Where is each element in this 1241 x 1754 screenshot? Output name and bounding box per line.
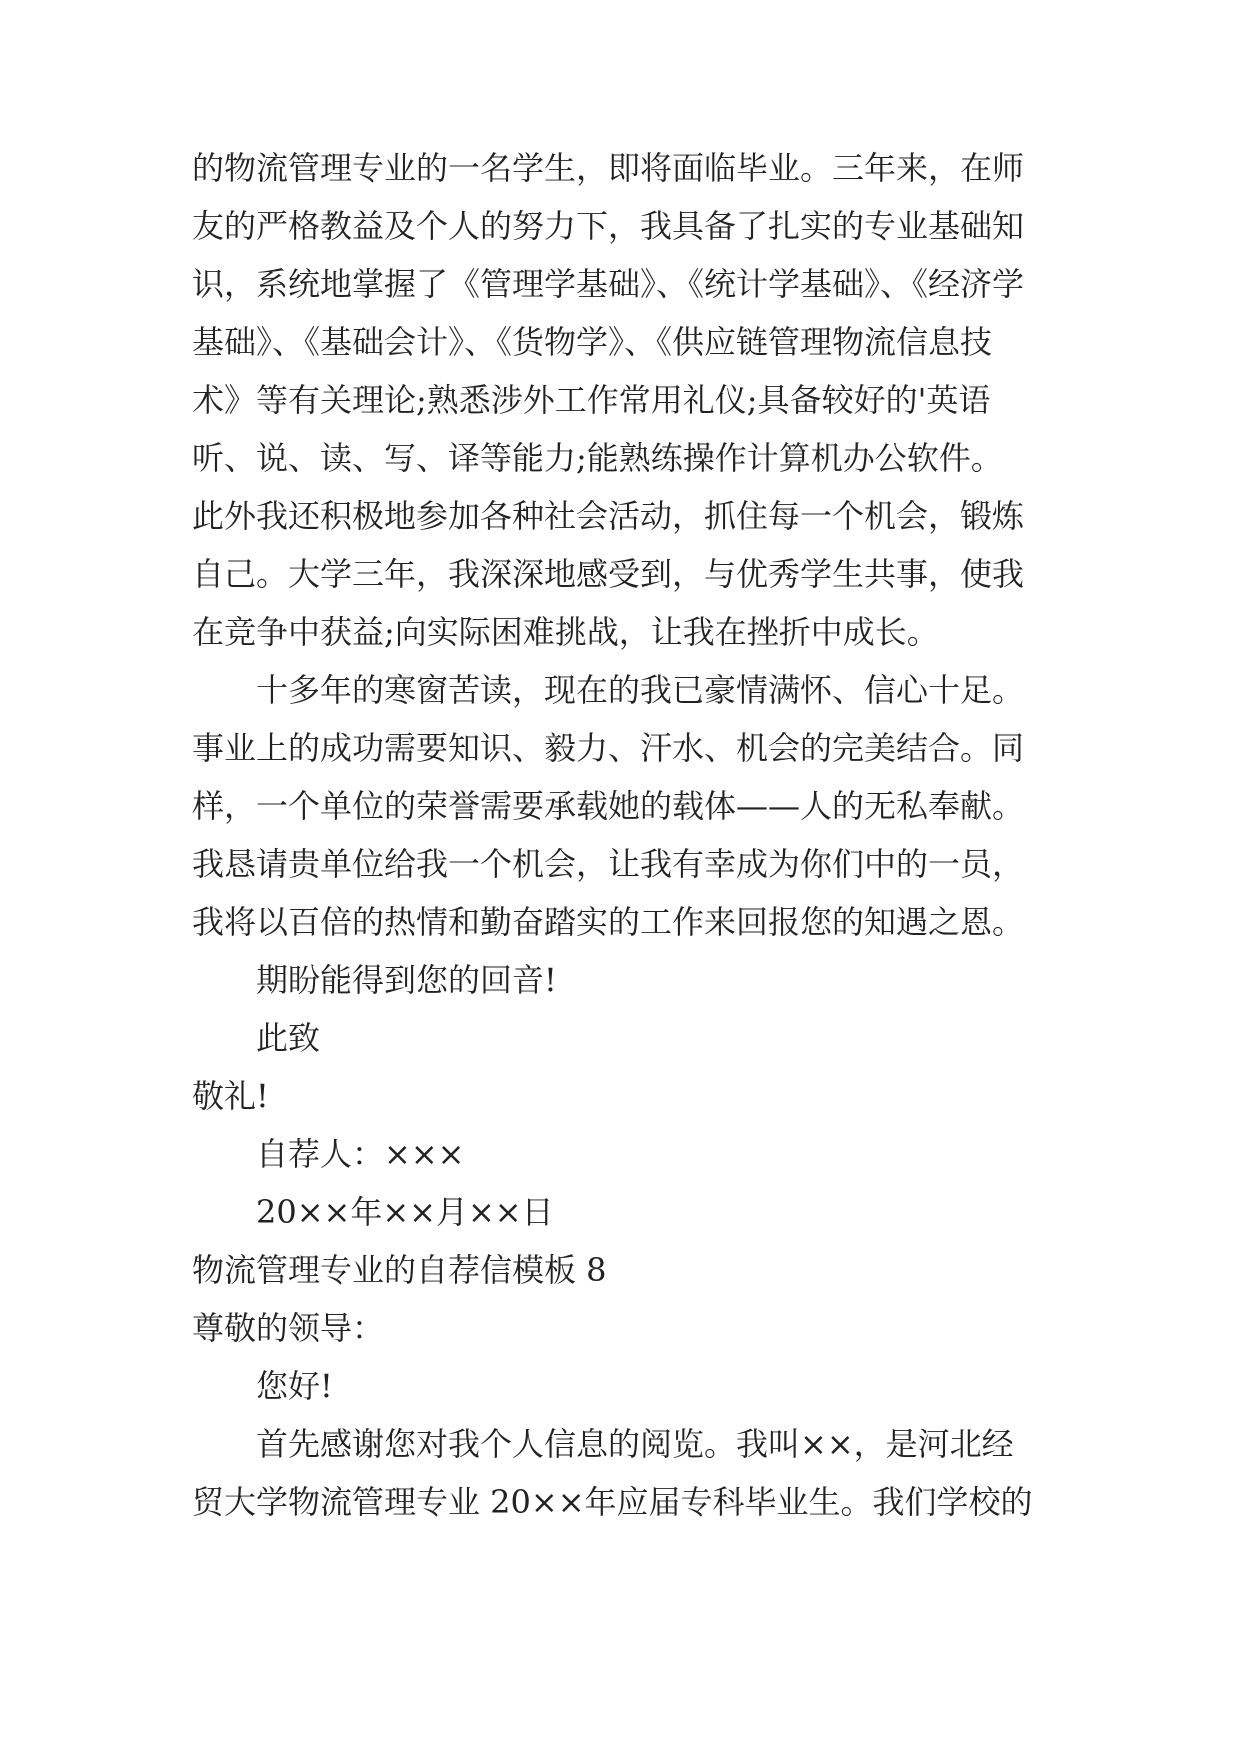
- greeting-line: 您好!: [256, 1367, 333, 1405]
- date-line: 20××年××月××日: [256, 1193, 554, 1231]
- body-text-line: 基础》、《基础会计》、《货物学》、《供应链管理物流信息技: [192, 323, 993, 361]
- salutation-line: 此致: [256, 1019, 321, 1057]
- greeting-line: 尊敬的领导：: [192, 1309, 385, 1347]
- body-text-line: 我将以百倍的热情和勤奋踏实的工作来回报您的知遇之恩。: [192, 903, 1025, 941]
- body-text-line: 听、说、读、写、译等能力;能熟练操作计算机办公软件。: [192, 439, 1003, 477]
- body-text-line: 在竞争中获益;向实际困难挑战，让我在挫折中成长。: [192, 613, 939, 651]
- body-text-line: 术》等有关理论;熟悉涉外工作常用礼仪;具备较好的'英语: [192, 381, 991, 419]
- body-text-line: 的物流管理专业的一名学生，即将面临毕业。三年来，在师: [192, 149, 1025, 187]
- section-title: 物流管理专业的自荐信模板 8: [192, 1251, 607, 1289]
- body-text-line: 贸大学物流管理专业 20××年应届专科毕业生。我们学校的: [192, 1483, 1033, 1521]
- regards-line: 敬礼!: [192, 1077, 269, 1115]
- body-text-line: 此外我还积极地参加各种社会活动，抓住每一个机会，锻炼: [192, 497, 1025, 535]
- body-text-line: 识，系统地掌握了《管理学基础》、《统计学基础》、《经济学: [192, 265, 1025, 303]
- paragraph-first-line: 首先感谢您对我个人信息的阅览。我叫××，是河北经: [256, 1425, 1014, 1463]
- body-text-line: 样，一个单位的荣誉需要承载她的载体——人的无私奉献。: [192, 787, 1025, 825]
- body-text-line: 我恳请贵单位给我一个机会，让我有幸成为你们中的一员，: [192, 845, 1025, 883]
- body-text-line: 友的严格教益及个人的努力下，我具备了扎实的专业基础知: [192, 207, 1025, 245]
- signature-line: 自荐人：×××: [256, 1135, 465, 1173]
- body-text-line: 事业上的成功需要知识、毅力、汗水、机会的完美结合。同: [192, 729, 1025, 767]
- closing-line: 期盼能得到您的回音!: [256, 961, 557, 999]
- body-text-line: 自己。大学三年，我深深地感受到，与优秀学生共事，使我: [192, 555, 1025, 593]
- paragraph-first-line: 十多年的寒窗苦读，现在的我已豪情满怀、信心十足。: [256, 671, 1025, 709]
